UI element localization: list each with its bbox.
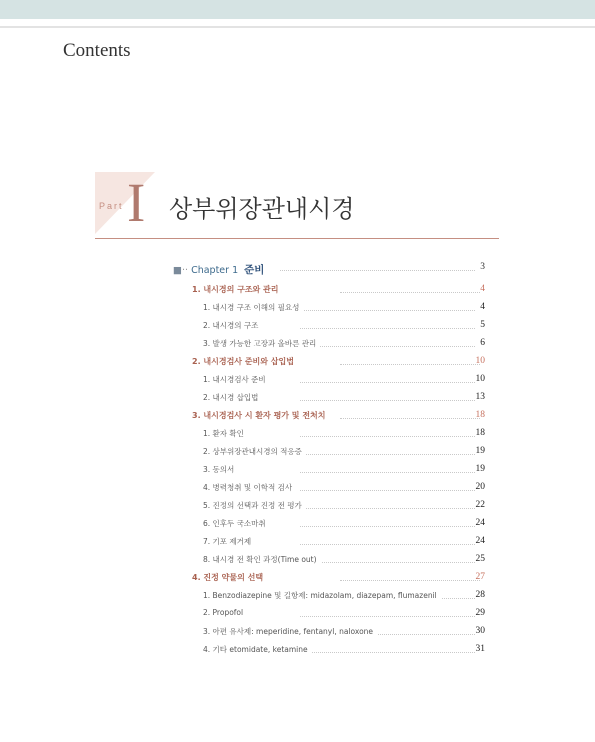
item-title: 6. 인후두 국소마취 xyxy=(203,518,270,529)
item-title: 3. 아편 유사제: meperidine, fentanyl, naloxone xyxy=(203,626,377,637)
chapter-label xyxy=(173,262,268,277)
item-page-number: 25 xyxy=(475,554,485,564)
item-title: 1. 내시경 구조 이해의 필요성 xyxy=(203,302,303,313)
toc-item[interactable] xyxy=(0,536,595,550)
item-page-number: 19 xyxy=(475,446,485,456)
toc-item[interactable] xyxy=(0,374,595,388)
section-page-number: 10 xyxy=(475,356,485,366)
part-label: Part xyxy=(99,201,124,211)
item-title: 7. 기포 제거제 xyxy=(203,536,255,547)
item-title: 5. 진정의 선택과 진정 전 평가 xyxy=(203,500,306,511)
toc-item[interactable] xyxy=(0,446,595,460)
section-page-number: 18 xyxy=(475,410,485,420)
toc-item[interactable] xyxy=(0,590,595,604)
square-bullet-icon: ■ xyxy=(173,265,182,276)
section-title: 3. 내시경검사 시 환자 평가 및 전처치 xyxy=(192,410,330,421)
top-header-line xyxy=(0,26,595,28)
chapter-title: 준비 xyxy=(244,264,265,276)
toc-item[interactable] xyxy=(0,554,595,568)
item-title: 2. 내시경의 구조 xyxy=(203,320,262,331)
section-entry[interactable] xyxy=(0,284,595,298)
item-page-number: 19 xyxy=(475,464,485,474)
item-page-number: 6 xyxy=(480,338,485,348)
item-title: 4. 기타 etomidate, ketamine xyxy=(203,644,312,655)
toc-item[interactable] xyxy=(0,464,595,478)
part-divider xyxy=(95,238,499,239)
part-numeral: I xyxy=(127,172,146,233)
item-page-number: 20 xyxy=(475,482,485,492)
chapter-entry[interactable] xyxy=(0,262,595,276)
section-title: 2. 내시경검사 준비와 삽입법 xyxy=(192,356,298,367)
item-page-number: 24 xyxy=(475,536,485,546)
item-title: 2. 상부위장관내시경의 적응증 xyxy=(203,446,306,457)
item-title: 8. 내시경 전 확인 과정(Time out) xyxy=(203,554,321,565)
toc-item[interactable] xyxy=(0,338,595,352)
section-title: 1. 내시경의 구조와 관리 xyxy=(192,284,283,295)
toc-item[interactable] xyxy=(0,392,595,406)
item-page-number: 29 xyxy=(475,608,485,618)
item-page-number: 31 xyxy=(475,644,485,654)
item-page-number: 24 xyxy=(475,518,485,528)
section-page-number: 4 xyxy=(480,284,485,294)
chapter-dots: ·· xyxy=(181,265,189,276)
item-page-number: 5 xyxy=(480,320,485,330)
chapter-number: Chapter 1 xyxy=(191,265,239,276)
contents-heading: Contents xyxy=(63,40,131,61)
part-title: 상부위장관내시경 xyxy=(169,195,355,223)
item-page-number: 10 xyxy=(475,374,485,384)
section-entry[interactable] xyxy=(0,572,595,586)
item-title: 1. Benzodiazepine 및 길항제: midazolam, diazepam, flumazenil xyxy=(203,590,441,601)
item-page-number: 4 xyxy=(480,302,485,312)
item-page-number: 13 xyxy=(475,392,485,402)
section-entry[interactable] xyxy=(0,410,595,424)
item-title: 1. 내시경검사 준비 xyxy=(203,374,270,385)
item-title: 2. Propofol xyxy=(203,608,247,617)
toc-item[interactable] xyxy=(0,482,595,496)
section-page-number: 27 xyxy=(475,572,485,582)
toc-item[interactable] xyxy=(0,608,595,622)
item-title: 2. 내시경 삽입법 xyxy=(203,392,262,403)
item-title: 3. 동의서 xyxy=(203,464,238,475)
toc-item[interactable] xyxy=(0,518,595,532)
item-page-number: 30 xyxy=(475,626,485,636)
toc-item[interactable] xyxy=(0,626,595,640)
chapter-page-number: 3 xyxy=(480,262,485,272)
item-page-number: 22 xyxy=(475,500,485,510)
top-header-band xyxy=(0,0,595,19)
section-entry[interactable] xyxy=(0,356,595,370)
item-title: 3. 발생 가능한 고장과 올바른 관리 xyxy=(203,338,320,349)
toc-item[interactable] xyxy=(0,302,595,316)
item-page-number: 18 xyxy=(475,428,485,438)
section-title: 4. 진정 약물의 선택 xyxy=(192,572,267,583)
item-page-number: 28 xyxy=(475,590,485,600)
item-title: 1. 환자 확인 xyxy=(203,428,248,439)
toc-item[interactable] xyxy=(0,500,595,514)
item-title: 4. 병력청취 및 이학적 검사 xyxy=(203,482,296,493)
toc-item[interactable] xyxy=(0,644,595,658)
toc-item[interactable] xyxy=(0,320,595,334)
toc-item[interactable] xyxy=(0,428,595,442)
